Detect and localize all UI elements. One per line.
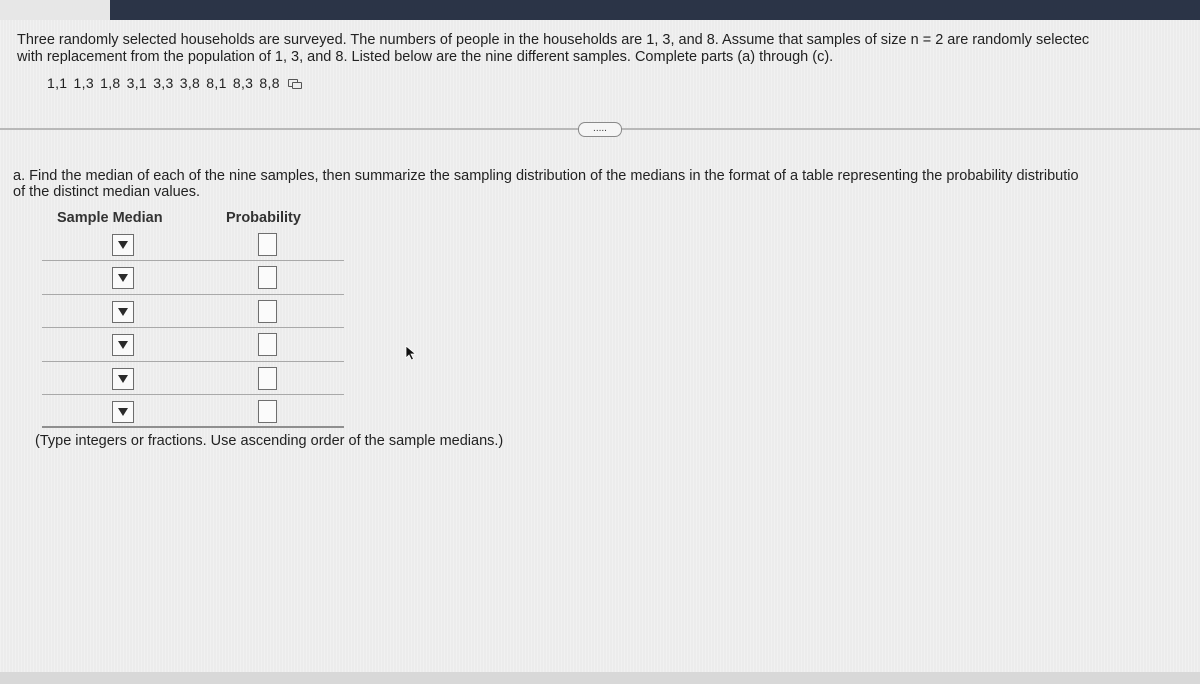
median-dropdown[interactable]: [112, 234, 134, 256]
table-row: [42, 295, 344, 328]
part-a-line-1: a. Find the median of each of the nine samples, then summarize the sampling distribution of the medians in the format of a table representing the probability distributio: [13, 168, 1079, 184]
problem-line-2: with replacement from the population of 1, 3, and 8. Listed below are the nine different samples. Complete parts (a) through (c).: [17, 49, 834, 65]
median-dropdown[interactable]: [112, 267, 134, 289]
bottom-strip: [0, 672, 1200, 684]
copy-icon[interactable]: [288, 77, 300, 89]
median-dropdown[interactable]: [112, 301, 134, 323]
table-row: [42, 261, 344, 294]
median-dropdown[interactable]: [112, 368, 134, 390]
table-row: [42, 228, 344, 261]
part-a-question: [13, 168, 1200, 200]
median-dropdown[interactable]: [112, 334, 134, 356]
dropdown-arrow-icon: [118, 408, 128, 416]
dropdown-arrow-icon: [118, 241, 128, 249]
median-dropdown[interactable]: [112, 401, 134, 423]
probability-input[interactable]: [258, 400, 277, 423]
column-header-probability: Probability: [226, 210, 301, 226]
table-row: [42, 362, 344, 395]
problem-line-1: Three randomly selected households are surveyed. The numbers of people in the households are 1, 3, and 8. Assume that samples of size n = 2 are randomly selectec: [17, 32, 1090, 48]
expand-more-button[interactable]: .....: [578, 122, 622, 137]
top-bar-left: [0, 0, 110, 20]
part-a-line-2: of the distinct median values.: [13, 184, 200, 200]
probability-input[interactable]: [258, 333, 277, 356]
dropdown-arrow-icon: [118, 308, 128, 316]
samples-list: [47, 75, 300, 91]
dropdown-arrow-icon: [118, 274, 128, 282]
probability-input[interactable]: [258, 266, 277, 289]
dropdown-arrow-icon: [118, 375, 128, 383]
probability-input[interactable]: [258, 233, 277, 256]
column-header-sample-median: Sample Median: [57, 210, 163, 226]
samples-text: 1,1 1,3 1,8 3,1 3,3 3,8 8,1 8,3 8,8: [47, 75, 280, 91]
table-row: [42, 328, 344, 361]
top-bar: [0, 0, 1200, 20]
dropdown-arrow-icon: [118, 341, 128, 349]
mouse-pointer-icon: [405, 345, 417, 361]
answer-hint: (Type integers or fractions. Use ascending order of the sample medians.): [35, 433, 504, 449]
probability-input[interactable]: [258, 300, 277, 323]
distribution-table: [42, 228, 344, 428]
table-row: [42, 395, 344, 428]
problem-statement: [17, 32, 1197, 66]
probability-input[interactable]: [258, 367, 277, 390]
